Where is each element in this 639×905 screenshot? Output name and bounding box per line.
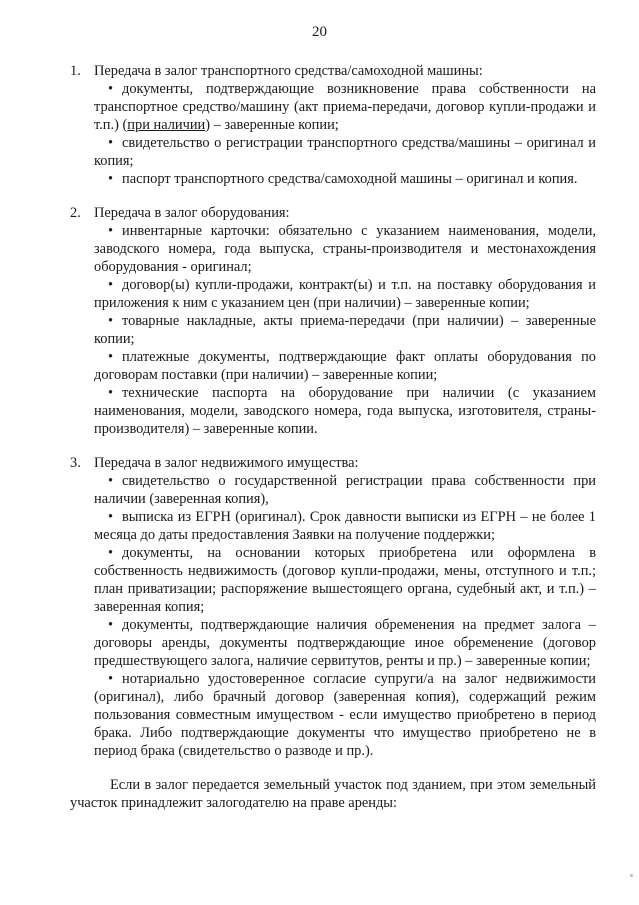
bullet-icon: • (108, 313, 114, 329)
section-heading (70, 204, 596, 222)
section-heading (70, 454, 596, 472)
list-item-text: паспорт транспортного средства/самоходной машины – оригинал и копия. (122, 171, 578, 187)
list-item (94, 670, 596, 760)
list-item-text: документы, на основании которых приобретена или оформлена в собственность недвижимость (договор купли-продажи, мены, отступного и т.п.; план приватизации; распоряжение вышестоящего органа, судебный акт, и т.п.) – заверенная копия; (94, 545, 596, 615)
bullet-icon: • (108, 509, 114, 525)
list-item (94, 348, 596, 384)
bullet-icon: • (108, 171, 114, 187)
section-title: Передача в залог недвижимого имущества: (94, 455, 359, 471)
list-item-text: технические паспорта на оборудование при наличии (с указанием наименования, модели, заводского номера, года выпуска, изготовителя, страны-производителя) – заверенные копии. (94, 385, 596, 437)
list-item-text-end: ) – заверенные копии; (205, 117, 339, 133)
list-item-text: товарные накладные, акты приема-передачи (при наличии) – заверенные копии; (94, 313, 596, 347)
bullet-list (94, 222, 596, 438)
section-number: 2. (70, 205, 81, 221)
bullet-icon: • (108, 545, 114, 561)
list-item (94, 544, 596, 616)
bullet-list (94, 80, 596, 188)
list-item (94, 80, 596, 134)
list-item-text: выписка из ЕГРН (оригинал). Срок давности выписки из ЕГРН – не более 1 месяца до даты предоставления Заявки на получение поддержки; (94, 509, 596, 543)
list-item (94, 222, 596, 276)
bullet-icon: • (108, 385, 114, 401)
list-item-text: платежные документы, подтверждающие факт оплаты оборудования по договорам поставки (при наличии) – заверенные копии; (94, 349, 596, 383)
bullet-icon: • (108, 349, 114, 365)
list-item (94, 616, 596, 670)
list-item (94, 276, 596, 312)
bullet-list (94, 472, 596, 760)
bullet-icon: • (108, 81, 114, 97)
section-heading (70, 62, 596, 80)
list-item-text: нотариально удостоверенное согласие супруги/а на залог недвижимости (оригинал), либо брачный договор (заверенная копия), содержащий режим пользования совместным имуществом - если имущество приобретено в период брака. Либо подтверждающие документы что имущество приобретено не в период брака (свидетельство о разводе и пр.). (94, 671, 596, 759)
list-item (94, 384, 596, 438)
underlined-text: при наличии (127, 117, 206, 133)
page-number: 20 (312, 24, 327, 40)
bullet-icon: • (108, 135, 114, 151)
list-item (94, 472, 596, 508)
list-item (94, 312, 596, 348)
list-item-text: документы, подтверждающие наличия обременения на предмет залога – договоры аренды, документы подтверждающие иное обременение (договор предшествующего залога, наличие сервитутов, ренты и пр.) – заверенные копии; (94, 617, 596, 669)
bullet-icon: • (108, 617, 114, 633)
section-equipment-pledge (70, 204, 596, 438)
bullet-icon: • (108, 223, 114, 239)
bullet-icon: • (108, 277, 114, 293)
scan-artifact (630, 874, 633, 877)
bullet-icon: • (108, 671, 114, 687)
section-title: Передача в залог транспортного средства/самоходной машины: (94, 63, 483, 79)
section-number: 3. (70, 455, 81, 471)
section-number: 1. (70, 63, 81, 79)
section-real-estate-pledge (70, 454, 596, 760)
document-body (70, 62, 596, 826)
bullet-icon: • (108, 473, 114, 489)
section-vehicle-pledge (70, 62, 596, 188)
list-item-text: свидетельство о государственной регистрации права собственности при наличии (заверенная копия), (94, 473, 596, 507)
section-title: Передача в залог оборудования: (94, 205, 290, 221)
list-item-text: свидетельство о регистрации транспортного средства/машины – оригинал и копия; (94, 135, 596, 169)
closing-paragraph: Если в залог передается земельный участок под зданием, при этом земельный участок принадлежит залогодателю на праве аренды: (70, 777, 596, 811)
list-item (94, 508, 596, 544)
list-item-text: инвентарные карточки: обязательно с указанием наименования, модели, заводского номера, года выпуска, страны-производителя и местонахождения оборудования - оригинал; (94, 223, 596, 275)
list-item (94, 134, 596, 170)
list-item-text: договор(ы) купли-продажи, контракт(ы) и т.п. на поставку оборудования и приложения к ним с указанием цен (при наличии) – заверенные копии; (94, 277, 596, 311)
list-item (94, 170, 596, 188)
list-item-text: документы, подтверждающие возникновение права собственности на транспортное средство/машину (акт приема-передачи, договор купли-продажи и т.п.) ( (94, 81, 596, 133)
